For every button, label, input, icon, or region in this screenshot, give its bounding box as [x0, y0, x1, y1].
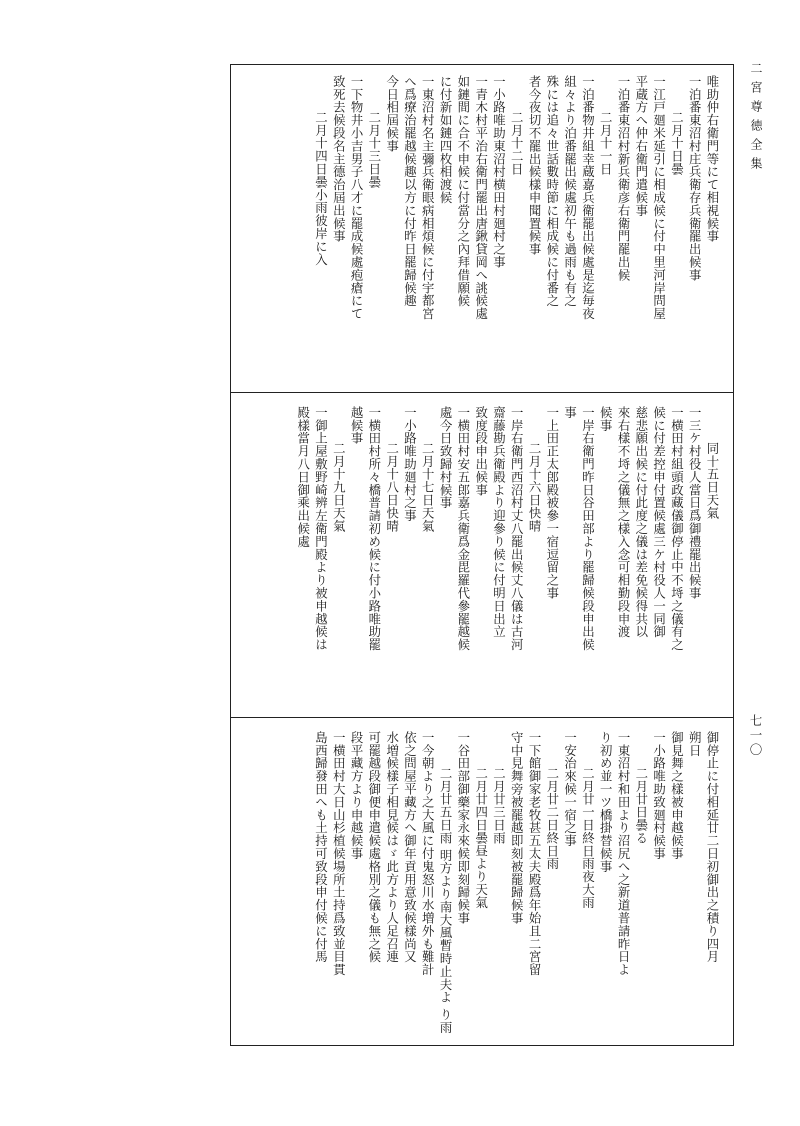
text-column: 二月十八日快晴 — [384, 442, 400, 533]
text-column: に付新如鏈四枚相渡候 — [438, 75, 454, 204]
text-column: 一小路唯助致廻村候事 — [651, 731, 667, 860]
text-column: 今日相屆候事 — [384, 75, 400, 153]
text-column: 二月十六日快晴 — [527, 442, 543, 533]
text-column: 齋藤勘兵衛殿より迎參り候に付明日出立 — [491, 406, 507, 639]
text-column: 一青木村平治右衛門罷出唐鍬貸岡へ誂候處 — [473, 75, 489, 321]
bottom-panel — [231, 717, 733, 1047]
text-column: 御停止に付相延廿二日初御出之積り四月 — [705, 731, 720, 964]
text-column: 候に付差控申付置候處三ケ村役人一同御 — [651, 406, 667, 639]
top-panel — [231, 65, 733, 392]
text-column: 二月廿五日雨 明方より南大風暫時止夫よ り雨 — [438, 767, 454, 1034]
text-column: 一岸右衛門西沼村丈八罷出候丈八儀は古河 — [509, 406, 525, 652]
text-column: 守中見舞旁被罷越即刻被罷歸候事 — [509, 731, 525, 925]
text-column: 依之問屋平藏方へ御年貢用意致候樣尚又 — [402, 731, 418, 964]
text-column: 二月十一日 — [598, 111, 614, 176]
text-column: 二月十七日天氣 — [420, 442, 436, 533]
text-column: 二月十四日曇小雨彼岸に入 — [313, 111, 329, 266]
text-column: 朔日 — [687, 731, 703, 757]
text-column: 一横田村安五郎嘉兵衛爲金毘羅代參罷越候 — [455, 406, 471, 652]
text-column: り初め並一ツ橋掛替候事 — [598, 731, 614, 873]
text-column: 二月十九日天氣 — [331, 442, 347, 533]
text-column: 唯助仲右衛門等にて相視候事 — [705, 75, 720, 243]
text-column: 者今夜切不罷出候樣申聞置候事 — [527, 75, 543, 256]
middle-panel — [231, 392, 733, 717]
text-column: 殊には追々世話數時節に相成候に付番之 — [544, 75, 560, 308]
text-column: 一横田村所々橋普請初め候に付小路唯助罷 — [366, 406, 382, 652]
text-column: 處今日致歸村候事 — [438, 406, 454, 510]
text-column: 一岸右衛門昨日谷田部より罷歸候段申出候 — [580, 406, 596, 652]
page-number: 七一〇 — [748, 714, 763, 758]
text-column: 一横田村大日山杉植候場所土持爲致並目貫 — [331, 731, 347, 977]
page-frame — [230, 64, 734, 1046]
text-column: 二月十三日曇 — [366, 111, 382, 189]
text-column: 二月廿日曇る — [633, 767, 649, 845]
text-column: 來右樣不埓之儀無之樣入念可相勤段申渡 — [616, 406, 632, 639]
text-column: 越候事 — [349, 406, 365, 445]
text-column: 殿樣當月八日御乘出候處 — [295, 406, 311, 548]
text-column: 慈悲願出候に付此度之儀は差免候得共以 — [633, 406, 649, 639]
text-column: 候事 — [598, 406, 614, 432]
text-column: 一谷田部御藥家永來候即刻歸候事 — [455, 731, 471, 925]
text-column: 一泊番東沼村庄兵衛存兵衛罷出候事 — [687, 75, 703, 282]
text-column: 御見舞之樣被申越候事 — [669, 731, 685, 860]
text-column: 二月十日曇 — [669, 111, 685, 176]
text-column: へ爲療治罷越候趣以方に付昨日罷歸候趣 — [402, 75, 418, 308]
running-header-title: 二宮尊徳全集 — [749, 62, 763, 176]
text-column: 致度段申出候事 — [473, 406, 489, 497]
text-column: 水増候樣子相見候はゞ此方より人足召連 — [384, 731, 400, 964]
text-column: 二月十二日 — [509, 111, 525, 176]
text-column: 一東沼村名主彌兵衛眼病相煩候に付宇都宮 — [420, 75, 436, 321]
text-column: 二月廿一日終日雨夜大雨 — [580, 767, 596, 909]
text-column: 二月廿三日雨 — [491, 767, 507, 845]
text-column: 一三ケ村役人當日爲御禮罷出候事 — [687, 406, 703, 600]
text-column: 一上田正太郎殿被參一宿逗留之事 — [544, 406, 560, 600]
text-column: 可罷越段御便申遣候處格別之儀も無之候 — [366, 731, 382, 964]
text-column: 一御上屋敷野崎辨左衛門殿より被申越候は — [313, 406, 329, 652]
text-column: 一横田村組頭政藏儀御停止中不埓之儀有之 — [669, 406, 685, 652]
text-column: 一泊番物井組幸蔵嘉兵衛罷出候處是迄毎夜 — [580, 75, 596, 321]
text-column: 組々より泊番罷出候處初午も過雨も有之 — [562, 75, 578, 308]
text-column: 一江戸廻米延引に相成候に付中里河岸問屋 — [651, 75, 667, 321]
text-column: 一小路唯助廻村之事 — [402, 406, 418, 523]
text-column: 二月廿四日曇昼より天氣 — [473, 767, 489, 909]
text-column: 一安治來候一宿之事 — [562, 731, 578, 848]
text-column: 事 — [562, 406, 578, 419]
text-column: 二月廿二日終日雨 — [544, 767, 560, 871]
text-column: 一小路唯助東沼村横田村廻村之事 — [491, 75, 507, 269]
text-column: 一泊番東沼村新兵衛彦右衛門罷出候 — [616, 75, 632, 282]
text-column: 同十五日天氣 — [705, 442, 720, 520]
text-column: 致死去候段名主德治屆出候事 — [331, 75, 347, 243]
text-column: 如鏈間に合不申候に付當分之內拜借願候 — [455, 75, 471, 308]
text-column: 島西歸發田へも土持可致段申付候に付馬 — [313, 731, 329, 964]
text-column: 一今朝より之大風に付鬼怒川水増外も難計 — [420, 731, 436, 977]
text-column: 平蔵方へ仲右衛門遣候事 — [633, 75, 649, 217]
text-column: 一下物井小吉男子八才に罷成候處疱瘡にて — [349, 75, 365, 321]
text-column: 一下館御家老牧甚五太夫殿爲年始且二宮留 — [527, 731, 543, 977]
text-column: 段平藏方より申越候事 — [349, 731, 365, 860]
text-column: 一東沼村和田より沼尻へ之新道普請昨日よ — [616, 731, 632, 977]
